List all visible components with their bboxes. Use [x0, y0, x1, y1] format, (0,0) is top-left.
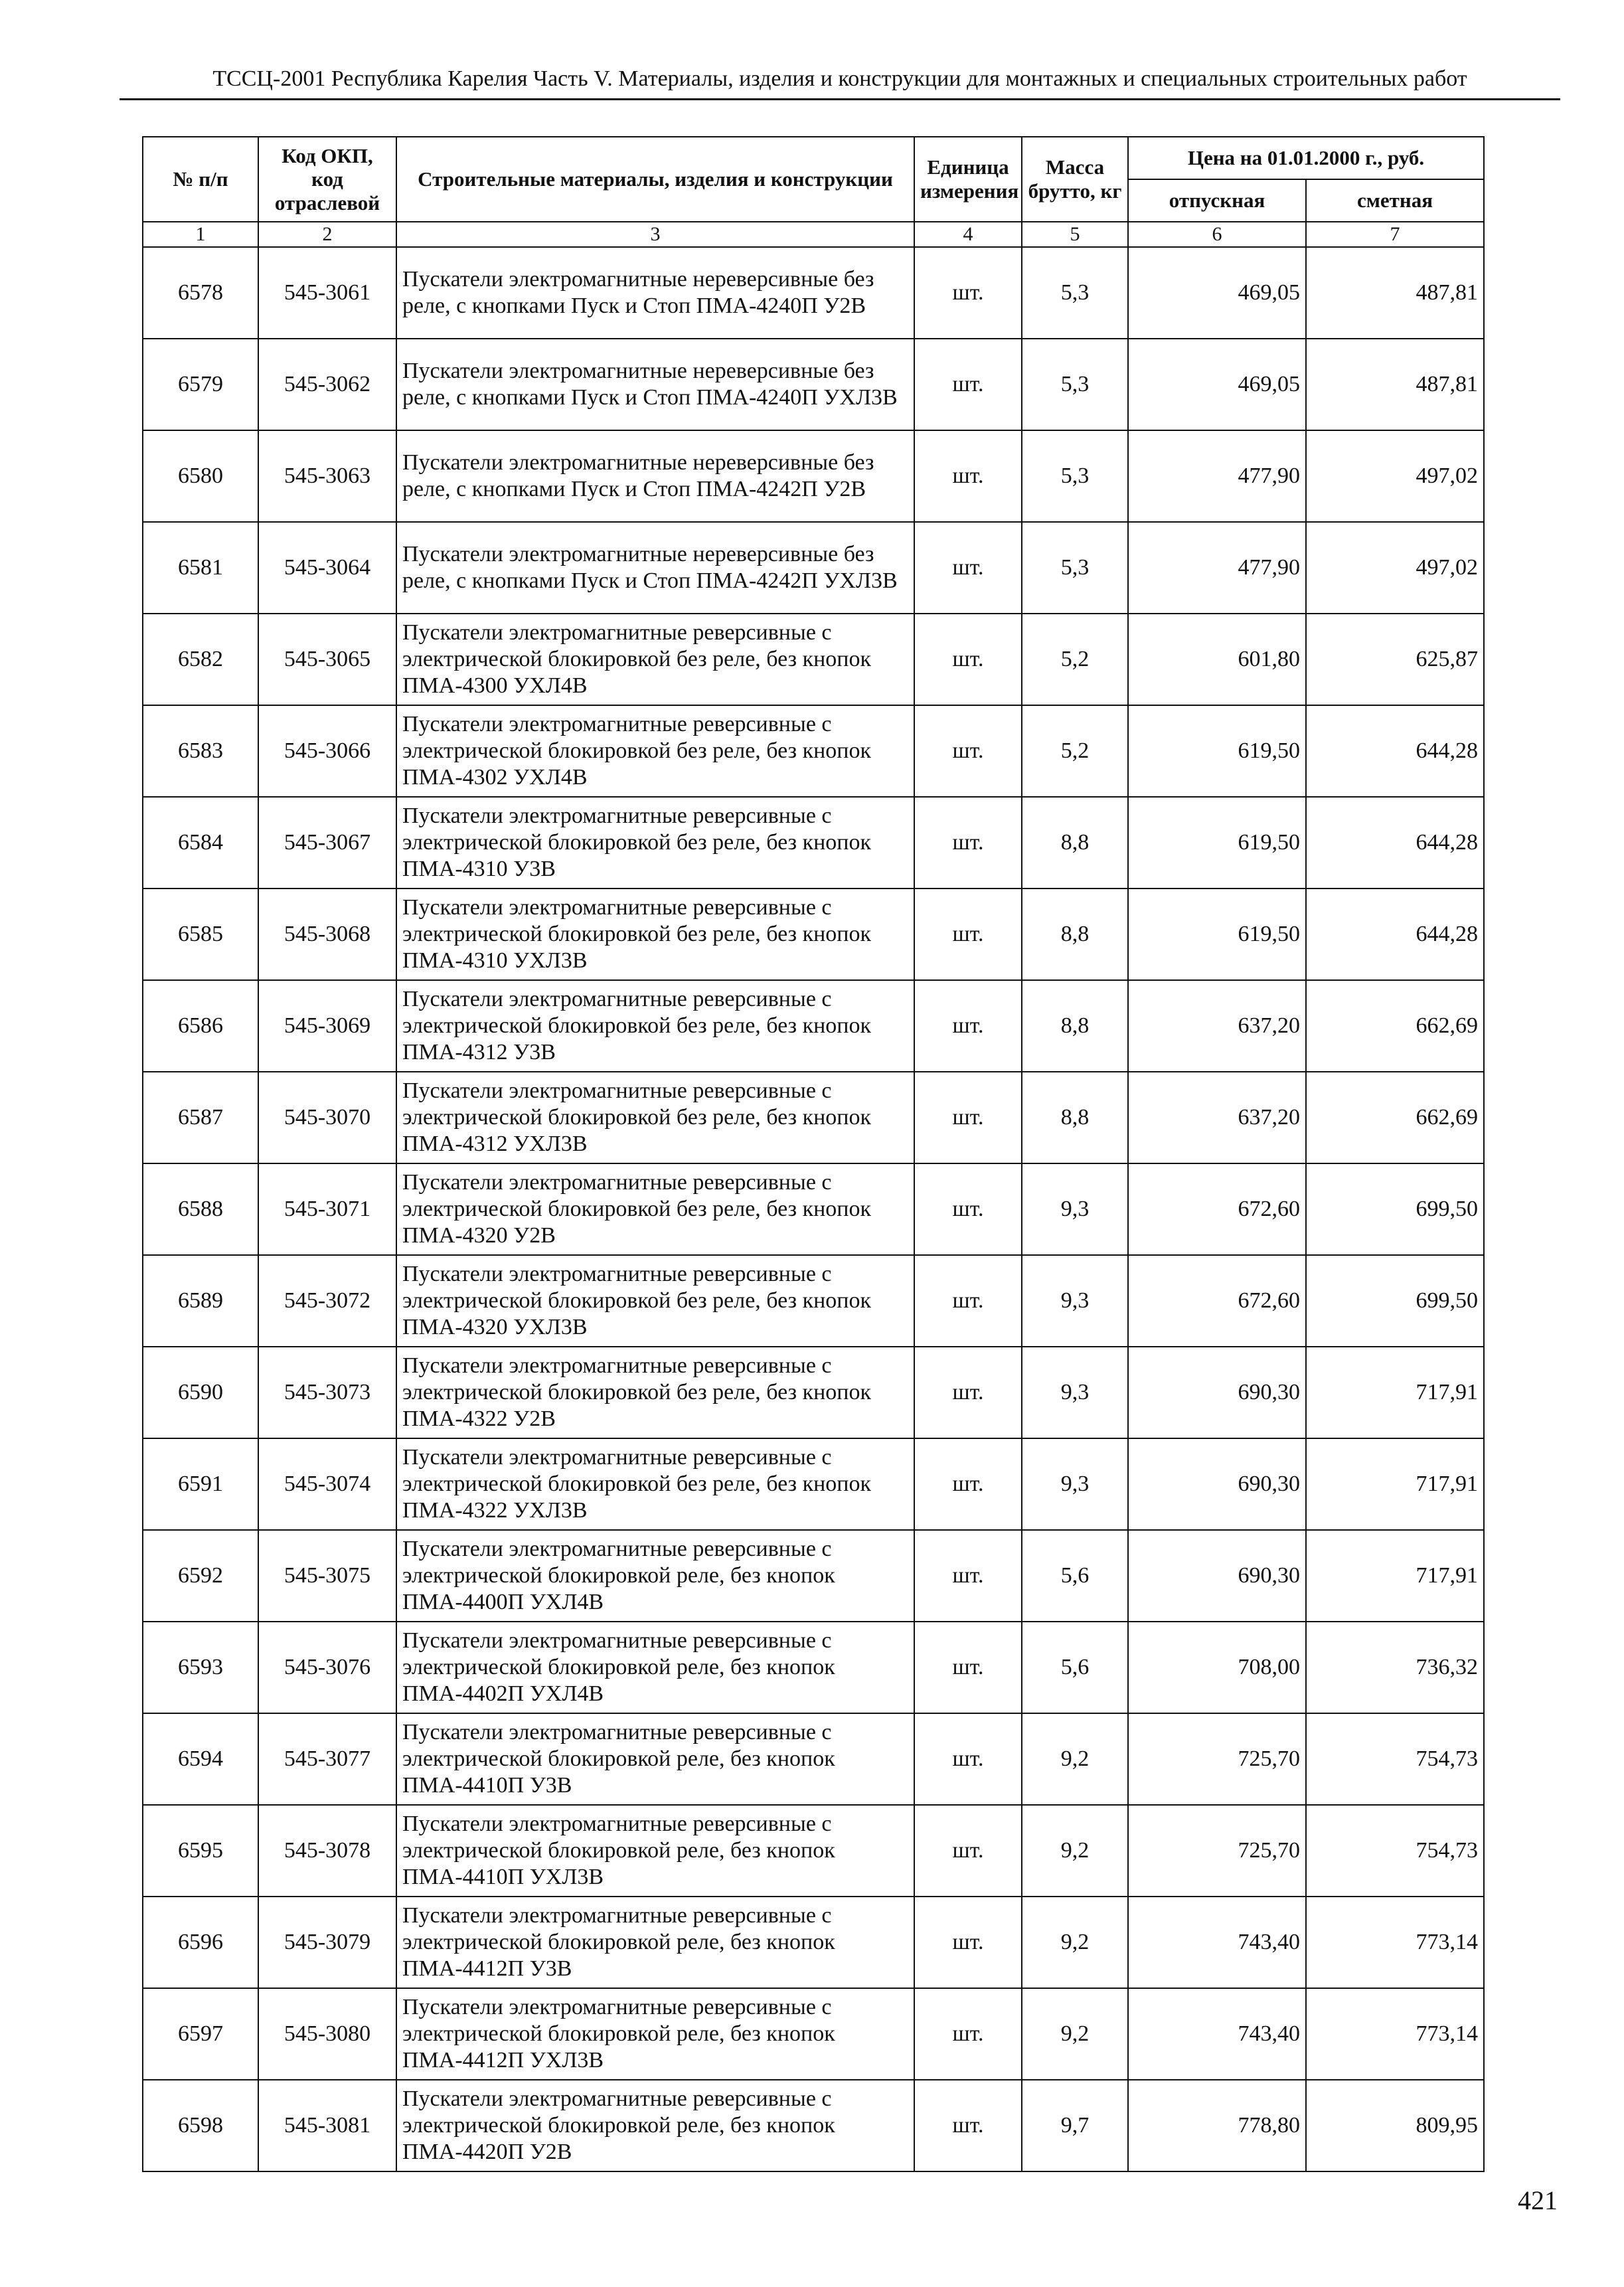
price-release: 637,20	[1128, 980, 1306, 1072]
price-release: 778,80	[1128, 2080, 1306, 2171]
price-estimate: 754,73	[1306, 1713, 1484, 1805]
table-row	[143, 980, 1484, 1072]
price-release: 743,40	[1128, 1897, 1306, 1988]
gross-mass: 8,8	[1022, 1072, 1128, 1163]
row-number: 6591	[143, 1438, 258, 1530]
running-header: ТССЦ-2001 Республика Карелия Часть V. Материалы, изделия и конструкции для монтажных и специальных строительных работ	[120, 66, 1560, 100]
okp-code: 545-3064	[258, 522, 396, 614]
row-number: 6595	[143, 1805, 258, 1897]
unit-of-measure: шт.	[914, 1897, 1022, 1988]
column-number: 3	[396, 222, 914, 247]
row-number: 6579	[143, 339, 258, 430]
row-number: 6587	[143, 1072, 258, 1163]
price-release: 725,70	[1128, 1713, 1306, 1805]
material-name: Пускатели электромагнитные реверсивные с электрической блокировкой реле, без кнопок ПМА-4410П У3В	[396, 1713, 914, 1805]
unit-of-measure: шт.	[914, 339, 1022, 430]
unit-of-measure: шт.	[914, 1255, 1022, 1347]
price-release: 469,05	[1128, 339, 1306, 430]
table-row	[143, 522, 1484, 614]
unit-of-measure: шт.	[914, 705, 1022, 797]
price-estimate: 497,02	[1306, 522, 1484, 614]
okp-code: 545-3068	[258, 889, 396, 980]
unit-of-measure: шт.	[914, 797, 1022, 889]
unit-of-measure: шт.	[914, 247, 1022, 339]
okp-code: 545-3071	[258, 1163, 396, 1255]
unit-of-measure: шт.	[914, 1622, 1022, 1713]
gross-mass: 8,8	[1022, 797, 1128, 889]
material-name: Пускатели электромагнитные реверсивные с электрической блокировкой реле, без кнопок ПМА-4410П УХЛ3В	[396, 1805, 914, 1897]
okp-code: 545-3073	[258, 1347, 396, 1438]
gross-mass: 5,3	[1022, 339, 1128, 430]
unit-of-measure: шт.	[914, 1713, 1022, 1805]
price-estimate: 736,32	[1306, 1622, 1484, 1713]
col-header-mass: Масса брутто, кг	[1022, 137, 1128, 222]
okp-code: 545-3081	[258, 2080, 396, 2171]
okp-code: 545-3070	[258, 1072, 396, 1163]
price-release: 637,20	[1128, 1072, 1306, 1163]
gross-mass: 5,3	[1022, 247, 1128, 339]
price-estimate: 809,95	[1306, 2080, 1484, 2171]
price-estimate: 717,91	[1306, 1438, 1484, 1530]
price-release: 690,30	[1128, 1347, 1306, 1438]
okp-code: 545-3076	[258, 1622, 396, 1713]
unit-of-measure: шт.	[914, 614, 1022, 705]
price-estimate: 662,69	[1306, 1072, 1484, 1163]
gross-mass: 9,3	[1022, 1438, 1128, 1530]
unit-of-measure: шт.	[914, 522, 1022, 614]
gross-mass: 5,2	[1022, 705, 1128, 797]
okp-code: 545-3078	[258, 1805, 396, 1897]
price-estimate: 717,91	[1306, 1530, 1484, 1622]
material-name: Пускатели электромагнитные нереверсивные без реле, с кнопками Пуск и Стоп ПМА-4242П УХЛ3В	[396, 522, 914, 614]
table-row	[143, 1805, 1484, 1897]
price-estimate: 717,91	[1306, 1347, 1484, 1438]
price-estimate: 699,50	[1306, 1255, 1484, 1347]
unit-of-measure: шт.	[914, 980, 1022, 1072]
unit-of-measure: шт.	[914, 2080, 1022, 2171]
okp-code: 545-3067	[258, 797, 396, 889]
row-number: 6598	[143, 2080, 258, 2171]
material-name: Пускатели электромагнитные реверсивные с электрической блокировкой без реле, без кнопок ПМА-4320 У2В	[396, 1163, 914, 1255]
gross-mass: 5,6	[1022, 1530, 1128, 1622]
okp-code: 545-3074	[258, 1438, 396, 1530]
table-row	[143, 1988, 1484, 2080]
row-number: 6588	[143, 1163, 258, 1255]
row-number: 6578	[143, 247, 258, 339]
okp-code: 545-3062	[258, 339, 396, 430]
okp-code: 545-3079	[258, 1897, 396, 1988]
table-row	[143, 1713, 1484, 1805]
col-header-name: Строительные материалы, изделия и конструкции	[396, 137, 914, 222]
col-header-price-estimate: сметная	[1306, 179, 1484, 222]
price-release: 690,30	[1128, 1530, 1306, 1622]
okp-code: 545-3069	[258, 980, 396, 1072]
price-release: 619,50	[1128, 797, 1306, 889]
table-body	[143, 247, 1484, 2171]
row-number: 6584	[143, 797, 258, 889]
price-release: 619,50	[1128, 705, 1306, 797]
table-row	[143, 1347, 1484, 1438]
unit-of-measure: шт.	[914, 430, 1022, 522]
row-number: 6592	[143, 1530, 258, 1622]
row-number: 6580	[143, 430, 258, 522]
row-number: 6589	[143, 1255, 258, 1347]
price-release: 690,30	[1128, 1438, 1306, 1530]
table-row	[143, 247, 1484, 339]
table-row	[143, 797, 1484, 889]
unit-of-measure: шт.	[914, 1163, 1022, 1255]
column-number: 7	[1306, 222, 1484, 247]
price-estimate: 662,69	[1306, 980, 1484, 1072]
column-number: 2	[258, 222, 396, 247]
row-number: 6597	[143, 1988, 258, 2080]
column-number: 5	[1022, 222, 1128, 247]
okp-code: 545-3077	[258, 1713, 396, 1805]
row-number: 6581	[143, 522, 258, 614]
gross-mass: 9,3	[1022, 1255, 1128, 1347]
table-row	[143, 614, 1484, 705]
price-release: 708,00	[1128, 1622, 1306, 1713]
material-name: Пускатели электромагнитные нереверсивные без реле, с кнопками Пуск и Стоп ПМА-4240П УХЛ3В	[396, 339, 914, 430]
table-row	[143, 1072, 1484, 1163]
material-name: Пускатели электромагнитные реверсивные с электрической блокировкой реле, без кнопок ПМА-4412П УХЛ3В	[396, 1988, 914, 2080]
material-name: Пускатели электромагнитные реверсивные с электрической блокировкой без реле, без кнопок ПМА-4300 УХЛ4В	[396, 614, 914, 705]
price-estimate: 625,87	[1306, 614, 1484, 705]
table-row	[143, 1163, 1484, 1255]
table-row	[143, 339, 1484, 430]
okp-code: 545-3061	[258, 247, 396, 339]
page-number: 421	[1518, 2185, 1558, 2215]
price-release: 601,80	[1128, 614, 1306, 705]
gross-mass: 9,2	[1022, 1713, 1128, 1805]
unit-of-measure: шт.	[914, 1805, 1022, 1897]
row-number: 6582	[143, 614, 258, 705]
okp-code: 545-3066	[258, 705, 396, 797]
price-estimate: 644,28	[1306, 705, 1484, 797]
material-name: Пускатели электромагнитные реверсивные с электрической блокировкой без реле, без кнопок ПМА-4312 УХЛ3В	[396, 1072, 914, 1163]
col-header-price-group: Цена на 01.01.2000 г., руб.	[1128, 137, 1484, 179]
gross-mass: 9,2	[1022, 1805, 1128, 1897]
col-header-num: № п/п	[143, 137, 258, 222]
price-estimate: 487,81	[1306, 247, 1484, 339]
column-number: 6	[1128, 222, 1306, 247]
price-release: 725,70	[1128, 1805, 1306, 1897]
row-number: 6586	[143, 980, 258, 1072]
table-row	[143, 1897, 1484, 1988]
col-header-unit: Единица измерения	[914, 137, 1022, 222]
price-estimate: 644,28	[1306, 797, 1484, 889]
header-row	[143, 137, 1484, 179]
price-release: 672,60	[1128, 1255, 1306, 1347]
col-header-price-release: отпускная	[1128, 179, 1306, 222]
price-release: 619,50	[1128, 889, 1306, 980]
table-row	[143, 2080, 1484, 2171]
table-row	[143, 1438, 1484, 1530]
price-release: 477,90	[1128, 430, 1306, 522]
material-name: Пускатели электромагнитные реверсивные с электрической блокировкой реле, без кнопок ПМА-4412П У3В	[396, 1897, 914, 1988]
okp-code: 545-3072	[258, 1255, 396, 1347]
unit-of-measure: шт.	[914, 1988, 1022, 2080]
material-name: Пускатели электромагнитные реверсивные с электрической блокировкой без реле, без кнопок ПМА-4312 У3В	[396, 980, 914, 1072]
row-number: 6585	[143, 889, 258, 980]
price-estimate: 773,14	[1306, 1897, 1484, 1988]
okp-code: 545-3063	[258, 430, 396, 522]
price-estimate: 497,02	[1306, 430, 1484, 522]
table-row	[143, 430, 1484, 522]
price-estimate: 754,73	[1306, 1805, 1484, 1897]
price-release: 672,60	[1128, 1163, 1306, 1255]
price-estimate: 487,81	[1306, 339, 1484, 430]
material-name: Пускатели электромагнитные реверсивные с электрической блокировкой реле, без кнопок ПМА-4400П УХЛ4В	[396, 1530, 914, 1622]
price-release: 477,90	[1128, 522, 1306, 614]
unit-of-measure: шт.	[914, 1530, 1022, 1622]
unit-of-measure: шт.	[914, 1347, 1022, 1438]
material-name: Пускатели электромагнитные реверсивные с электрической блокировкой реле, без кнопок ПМА-4402П УХЛ4В	[396, 1622, 914, 1713]
price-release: 469,05	[1128, 247, 1306, 339]
table-row	[143, 1622, 1484, 1713]
unit-of-measure: шт.	[914, 889, 1022, 980]
material-name: Пускатели электромагнитные реверсивные с электрической блокировкой без реле, без кнопок ПМА-4322 У2В	[396, 1347, 914, 1438]
column-number: 4	[914, 222, 1022, 247]
column-number: 1	[143, 222, 258, 247]
row-number: 6583	[143, 705, 258, 797]
gross-mass: 9,3	[1022, 1163, 1128, 1255]
row-number: 6594	[143, 1713, 258, 1805]
price-estimate: 644,28	[1306, 889, 1484, 980]
gross-mass: 9,2	[1022, 1988, 1128, 2080]
okp-code: 545-3075	[258, 1530, 396, 1622]
gross-mass: 5,2	[1022, 614, 1128, 705]
material-name: Пускатели электромагнитные реверсивные с электрической блокировкой без реле, без кнопок ПМА-4310 УХЛ3В	[396, 889, 914, 980]
price-estimate: 699,50	[1306, 1163, 1484, 1255]
okp-code: 545-3065	[258, 614, 396, 705]
column-number-row	[143, 222, 1484, 247]
price-table	[142, 136, 1485, 2172]
material-name: Пускатели электромагнитные реверсивные с электрической блокировкой без реле, без кнопок ПМА-4302 УХЛ4В	[396, 705, 914, 797]
material-name: Пускатели электромагнитные нереверсивные без реле, с кнопками Пуск и Стоп ПМА-4240П У2В	[396, 247, 914, 339]
row-number: 6590	[143, 1347, 258, 1438]
price-estimate: 773,14	[1306, 1988, 1484, 2080]
col-header-okp: Код ОКП, код отраслевой	[258, 137, 396, 222]
row-number: 6596	[143, 1897, 258, 1988]
material-name: Пускатели электромагнитные нереверсивные без реле, с кнопками Пуск и Стоп ПМА-4242П У2В	[396, 430, 914, 522]
material-name: Пускатели электромагнитные реверсивные с электрической блокировкой реле, без кнопок ПМА-4420П У2В	[396, 2080, 914, 2171]
gross-mass: 5,3	[1022, 430, 1128, 522]
gross-mass: 9,7	[1022, 2080, 1128, 2171]
table-row	[143, 1530, 1484, 1622]
gross-mass: 9,2	[1022, 1897, 1128, 1988]
gross-mass: 5,6	[1022, 1622, 1128, 1713]
gross-mass: 8,8	[1022, 889, 1128, 980]
material-name: Пускатели электромагнитные реверсивные с электрической блокировкой без реле, без кнопок ПМА-4322 УХЛ3В	[396, 1438, 914, 1530]
gross-mass: 9,3	[1022, 1347, 1128, 1438]
gross-mass: 8,8	[1022, 980, 1128, 1072]
row-number: 6593	[143, 1622, 258, 1713]
table-row	[143, 889, 1484, 980]
unit-of-measure: шт.	[914, 1072, 1022, 1163]
price-release: 743,40	[1128, 1988, 1306, 2080]
gross-mass: 5,3	[1022, 522, 1128, 614]
unit-of-measure: шт.	[914, 1438, 1022, 1530]
okp-code: 545-3080	[258, 1988, 396, 2080]
material-name: Пускатели электромагнитные реверсивные с электрической блокировкой без реле, без кнопок ПМА-4310 У3В	[396, 797, 914, 889]
material-name: Пускатели электромагнитные реверсивные с электрической блокировкой без реле, без кнопок ПМА-4320 УХЛ3В	[396, 1255, 914, 1347]
table-row	[143, 705, 1484, 797]
table-row	[143, 1255, 1484, 1347]
